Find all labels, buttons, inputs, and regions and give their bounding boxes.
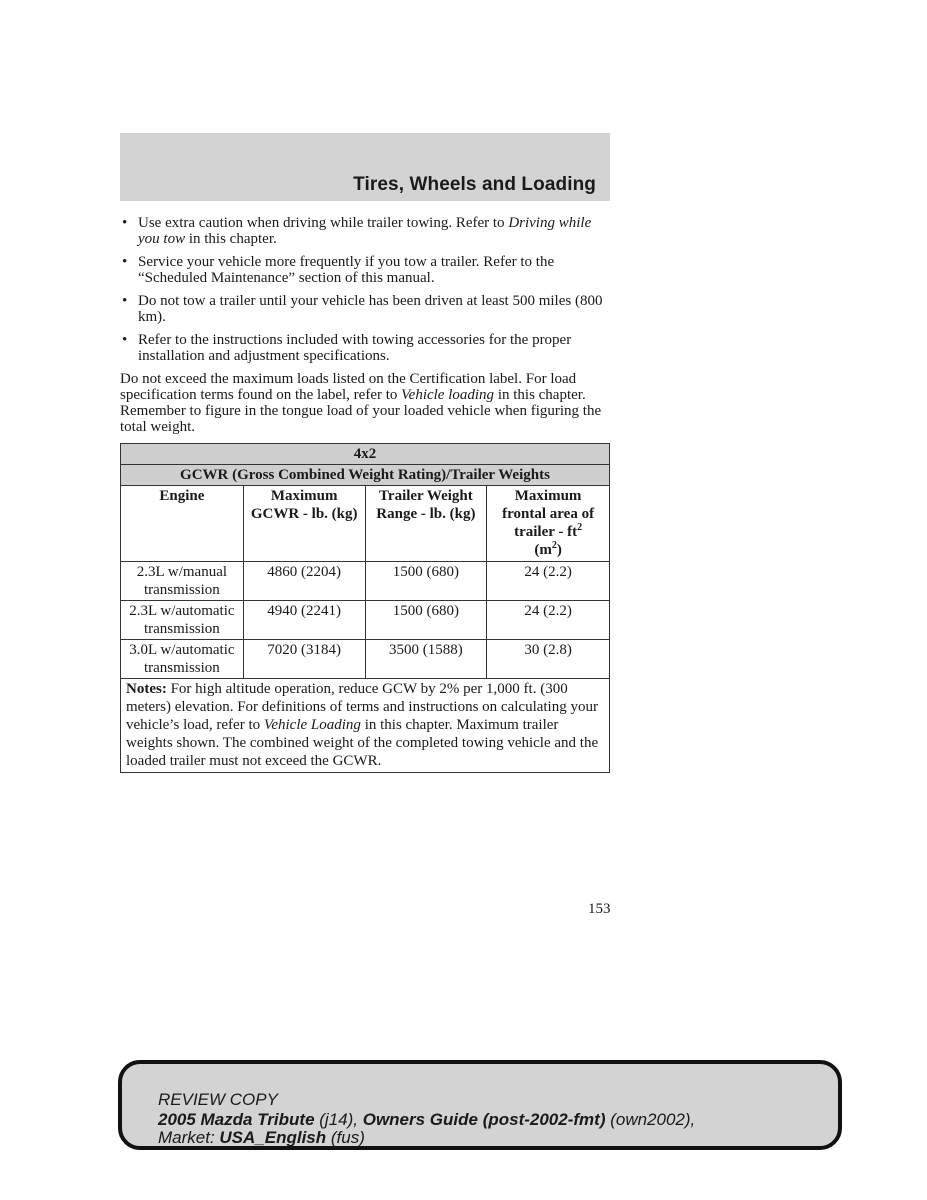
cross-reference: Driving while you tow: [138, 215, 592, 247]
bullet-text: Use extra caution when driving while trailer towing. Refer to: [138, 215, 509, 231]
bullet-text: in this chapter.: [185, 231, 277, 247]
market-line: [158, 1128, 365, 1148]
cell-engine: 3.0L w/automatic transmission: [121, 640, 244, 679]
list-item: [120, 293, 610, 325]
cross-reference: Vehicle Loading: [263, 717, 361, 733]
notes-text: For high altitude operation, reduce GCW by 2% per 1,000 ft. (300 meters) elevation. For definitions of terms and instructions on calculating your vehicle’s load, refer to: [126, 681, 598, 733]
column-header-frontal-area: [487, 486, 610, 562]
table-row: [121, 562, 610, 601]
vehicle-name: 2005 Mazda Tribute: [158, 1110, 315, 1129]
section-header-band: [120, 133, 610, 201]
bullet-icon: •: [122, 254, 128, 270]
column-header-engine: Engine: [121, 486, 244, 562]
cell-frontal-area: 24 (2.2): [487, 562, 610, 601]
cell-frontal-area: 30 (2.8): [487, 640, 610, 679]
body-content: [120, 215, 610, 435]
body-paragraph: [120, 371, 610, 435]
column-header-trailer-weight: Trailer Weight Range - lb. (kg): [365, 486, 487, 562]
table-notes: [121, 679, 610, 773]
document-id: [158, 1110, 695, 1130]
list-item: [120, 332, 610, 364]
metric-unit-open: (m: [534, 542, 552, 558]
table-band-drivetrain: 4x2: [121, 444, 610, 465]
market-value: USA_English: [219, 1128, 327, 1147]
review-label: REVIEW COPY: [158, 1090, 278, 1109]
notes-text: in this chapter. Maximum trailer weights shown. The combined weight of the completed towing vehicle and the loaded trailer must not exceed the GCWR.: [126, 717, 599, 769]
market-label: Market:: [158, 1128, 220, 1147]
section-title: Tires, Wheels and Loading: [353, 174, 596, 195]
notes-label: Notes:: [126, 681, 167, 697]
cell-trailer-weight: 1500 (680): [365, 562, 487, 601]
paragraph-text: Do not exceed the maximum loads listed on the Certification label. For load specification terms found on the label, refer to: [120, 371, 577, 403]
superscript: 2: [551, 540, 557, 551]
table-row: [121, 640, 610, 679]
vehicle-code: (j14),: [314, 1110, 363, 1129]
market-code: (fus): [326, 1128, 365, 1147]
cross-reference: Vehicle loading: [401, 387, 495, 403]
cell-gcwr: 4860 (2204): [243, 562, 365, 601]
frontal-area-label: Maximum frontal area of trailer - ft: [502, 488, 595, 540]
table-band-title: GCWR (Gross Combined Weight Rating)/Trailer Weights: [121, 465, 610, 486]
cell-gcwr: 7020 (3184): [243, 640, 365, 679]
bullet-list: [120, 215, 610, 364]
cell-engine: 2.3L w/automatic transmission: [121, 601, 244, 640]
bullet-text: Refer to the instructions included with towing accessories for the proper installation and adjustment specifications.: [138, 332, 572, 364]
column-header-gcwr: Maximum GCWR - lb. (kg): [243, 486, 365, 562]
guide-name: Owners Guide (post-2002-fmt): [362, 1110, 606, 1129]
gcwr-table: [120, 443, 610, 773]
bullet-text: Service your vehicle more frequently if you tow a trailer. Refer to the “Scheduled Maintenance” section of this manual.: [138, 254, 555, 286]
page-number: 153: [588, 901, 611, 917]
review-copy-footer: [118, 1060, 842, 1150]
metric-unit-close: ): [556, 542, 562, 558]
list-item: [120, 254, 610, 286]
cell-gcwr: 4940 (2241): [243, 601, 365, 640]
bullet-icon: •: [122, 332, 128, 348]
cell-trailer-weight: 1500 (680): [365, 601, 487, 640]
table-row: [121, 601, 610, 640]
superscript: 2: [577, 522, 583, 533]
cell-engine: 2.3L w/manual transmission: [121, 562, 244, 601]
bullet-text: Do not tow a trailer until your vehicle has been driven at least 500 miles (800 km).: [138, 293, 603, 325]
bullet-icon: •: [122, 215, 128, 231]
list-item: [120, 215, 610, 247]
cell-trailer-weight: 3500 (1588): [365, 640, 487, 679]
bullet-icon: •: [122, 293, 128, 309]
guide-code: (own2002),: [605, 1110, 696, 1129]
cell-frontal-area: 24 (2.2): [487, 601, 610, 640]
paragraph-text: in this chapter. Remember to figure in the tongue load of your loaded vehicle when figuring the total weight.: [120, 387, 602, 435]
